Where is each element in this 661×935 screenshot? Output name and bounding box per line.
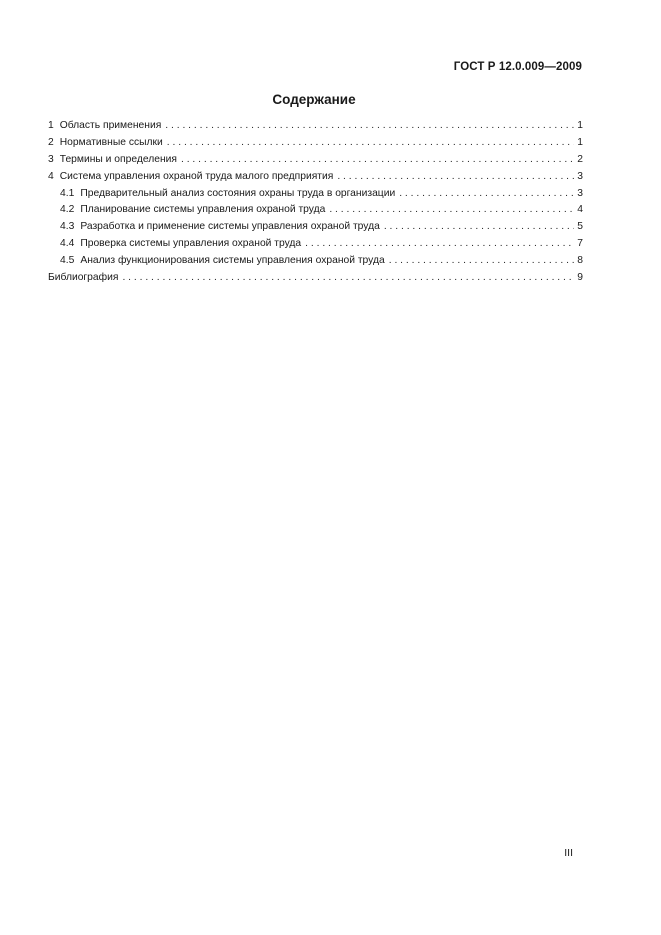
toc-entry-label: Планирование системы управления охраной труда bbox=[80, 204, 326, 216]
toc-leader-dots bbox=[399, 186, 574, 203]
toc-entry-number: 4.2 bbox=[60, 204, 75, 216]
toc-entry-page: 1 bbox=[577, 136, 583, 148]
toc-entry-page: 8 bbox=[577, 255, 583, 267]
toc-entry-number: 4.4 bbox=[60, 238, 75, 250]
toc-entry-label: Область применения bbox=[59, 120, 162, 131]
toc-entry-1[interactable] bbox=[48, 118, 583, 135]
toc-leader-dots bbox=[384, 219, 574, 236]
toc-entry-bibliography[interactable] bbox=[48, 270, 583, 287]
toc-entry-page: 4 bbox=[577, 204, 583, 216]
toc-entry-label: Проверка системы управления охраной труда bbox=[80, 238, 302, 250]
toc-entry-label: Библиография bbox=[48, 272, 119, 284]
toc-entry-number: 4.3 bbox=[60, 221, 75, 233]
toc-leader-dots bbox=[389, 253, 574, 270]
toc-entry-page: 3 bbox=[577, 170, 583, 182]
document-code: ГОСТ Р 12.0.009—2009 bbox=[453, 61, 582, 73]
toc-entry-3[interactable] bbox=[48, 152, 583, 169]
toc-leader-dots bbox=[122, 270, 574, 287]
toc-entry-label: Термины и определения bbox=[59, 153, 177, 165]
toc-entry-4-1[interactable] bbox=[48, 186, 583, 203]
toc-entry-label: Предварительный анализ состояния охраны труда в организации bbox=[80, 187, 396, 199]
toc-entry-label: Система управления охраной труда малого предприятия bbox=[59, 170, 334, 182]
toc-entry-number: 3 bbox=[48, 153, 54, 165]
toc-entry-number: 1 bbox=[48, 120, 54, 131]
table-of-contents bbox=[48, 118, 583, 287]
toc-entry-number: 4.1 bbox=[60, 187, 75, 199]
toc-entry-number: 4 bbox=[48, 170, 54, 182]
toc-entry-page: 9 bbox=[577, 272, 583, 284]
toc-entry-page: 5 bbox=[577, 221, 583, 233]
toc-entry-4-2[interactable] bbox=[48, 202, 583, 219]
toc-entry-number: 4.5 bbox=[60, 255, 75, 267]
toc-entry-page: 3 bbox=[577, 187, 583, 199]
toc-entry-4-3[interactable] bbox=[48, 219, 583, 236]
toc-leader-dots bbox=[305, 236, 574, 253]
toc-leader-dots bbox=[337, 169, 574, 186]
toc-entry-4-4[interactable] bbox=[48, 236, 583, 253]
toc-entry-label: Анализ функционирования системы управления охраной труда bbox=[80, 255, 385, 267]
toc-leader-dots bbox=[167, 135, 574, 152]
toc-leader-dots bbox=[329, 202, 574, 219]
toc-leader-dots bbox=[181, 152, 574, 169]
page-number: III bbox=[564, 847, 573, 859]
toc-entry-label: Нормативные ссылки bbox=[59, 136, 163, 148]
toc-entry-label: Разработка и применение системы управления охраной труда bbox=[80, 221, 380, 233]
toc-entry-2[interactable] bbox=[48, 135, 583, 152]
toc-leader-dots bbox=[165, 118, 574, 135]
toc-entry-page: 2 bbox=[577, 153, 583, 165]
toc-title: Содержание bbox=[272, 92, 356, 107]
toc-entry-page: 1 bbox=[577, 120, 583, 131]
toc-entry-4-5[interactable] bbox=[48, 253, 583, 270]
toc-entry-number: 2 bbox=[48, 136, 54, 148]
toc-entry-page: 7 bbox=[577, 238, 583, 250]
toc-entry-4[interactable] bbox=[48, 169, 583, 186]
